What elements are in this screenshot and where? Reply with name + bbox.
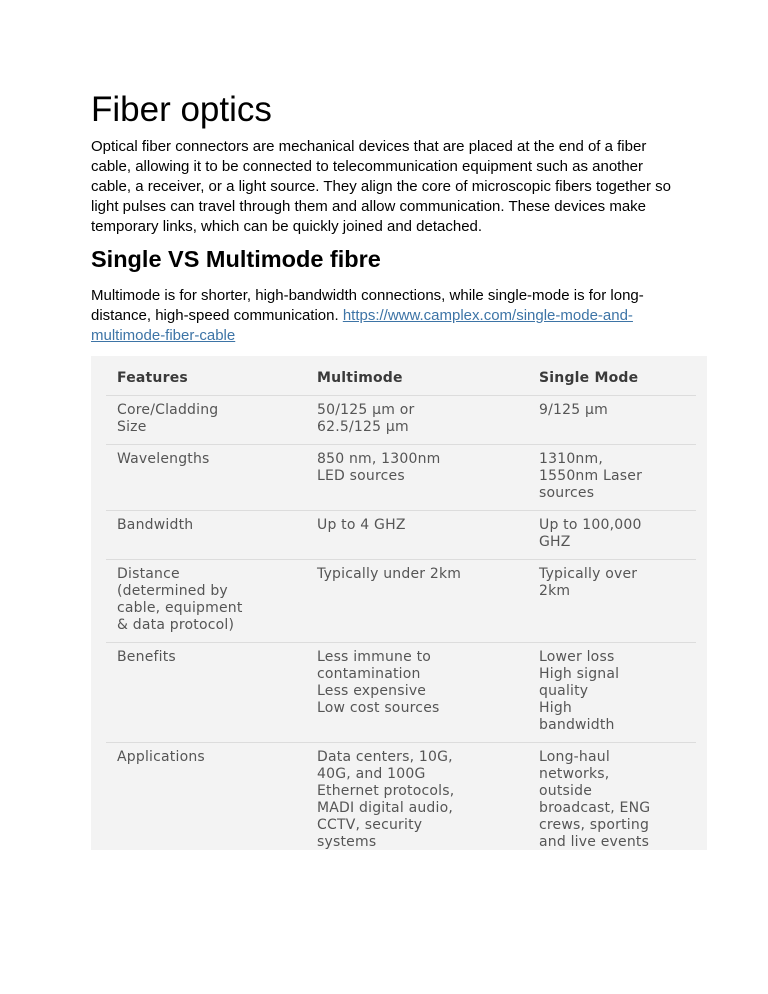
table-row — [106, 643, 696, 743]
comparison-table-image — [91, 356, 707, 850]
table-row — [106, 445, 696, 511]
header-single-mode: Single Mode — [539, 370, 639, 386]
table-row — [106, 396, 696, 445]
table-row — [106, 511, 696, 560]
section-paragraph — [91, 286, 681, 346]
feature-cell: Distance (determined by cable, equipment & data protocol) — [106, 560, 306, 643]
feature-cell: Bandwidth — [106, 511, 306, 560]
single-mode-cell: Long-haul networks, outside broadcast, ENG crews, sporting and live events — [528, 743, 696, 860]
fiber-comparison-table — [106, 361, 696, 859]
feature-cell: Wavelengths — [106, 445, 306, 511]
single-mode-cell: Lower loss High signal quality High bandwidth — [528, 643, 696, 743]
table-row — [106, 560, 696, 643]
header-multimode: Multimode — [317, 370, 403, 386]
intro-paragraph: Optical fiber connectors are mechanical devices that are placed at the end of a fiber cable, allowing it to be connected to telecommunication equipment such as another cable, a receiver, or a light source. They align the core of microscopic fibers together so light pulses can travel through them and allow communication. These devices make temporary links, which can be quickly joined and detached. — [91, 138, 672, 235]
page-title: Fiber optics — [91, 90, 272, 129]
multimode-cell: 850 nm, 1300nm LED sources — [306, 445, 528, 511]
header-features: Features — [117, 370, 188, 386]
camplex-link[interactable]: https://www.camplex.com/single-mode-and-multimode-fiber-cable — [91, 307, 633, 344]
table-header-row — [106, 361, 696, 396]
single-mode-cell: 1310nm, 1550nm Laser sources — [528, 445, 696, 511]
multimode-cell: 50/125 µm or 62.5/125 µm — [306, 396, 528, 445]
section-heading: Single VS Multimode fibre — [91, 246, 381, 272]
multimode-cell: Less immune to contamination Less expensive Low cost sources — [306, 643, 528, 743]
single-mode-cell: Up to 100,000 GHZ — [528, 511, 696, 560]
section-text: Multimode is for shorter, high-bandwidth connections, while single-mode is for long-distance, high-speed communication. — [91, 287, 644, 324]
multimode-cell: Up to 4 GHZ — [306, 511, 528, 560]
single-mode-cell: 9/125 µm — [528, 396, 696, 445]
single-mode-cell: Typically over 2km — [528, 560, 696, 643]
multimode-cell: Data centers, 10G, 40G, and 100G Ethernet protocols, MADI digital audio, CCTV, security systems — [306, 743, 528, 860]
table-row — [106, 743, 696, 860]
feature-cell: Core/Cladding Size — [106, 396, 306, 445]
feature-cell: Benefits — [106, 643, 306, 743]
feature-cell: Applications — [106, 743, 306, 860]
multimode-cell: Typically under 2km — [306, 560, 528, 643]
